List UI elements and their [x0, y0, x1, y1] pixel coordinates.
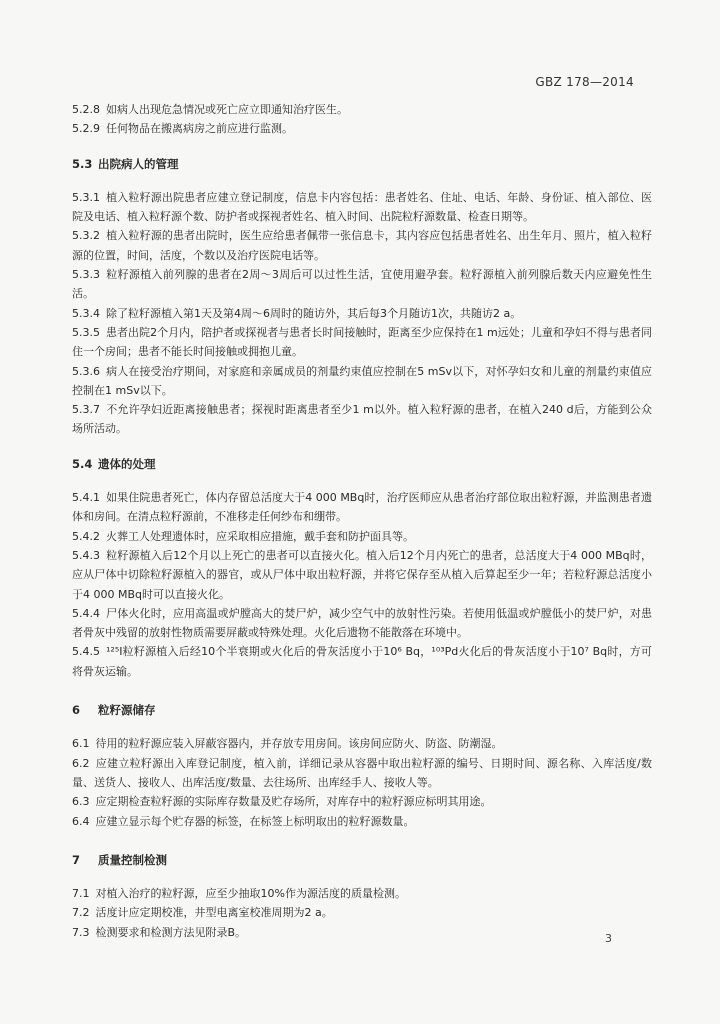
clause-paragraph	[72, 792, 652, 811]
clause-paragraph	[72, 488, 652, 527]
section-title: 质量控制检测	[98, 852, 168, 867]
clause-number: 5.4.5	[72, 645, 100, 659]
section-heading-7	[72, 851, 652, 870]
clause-number: 5.3.4	[72, 306, 100, 320]
clause-paragraph	[72, 100, 652, 119]
section-title: 出院病人的管理	[98, 156, 179, 171]
clause-number: 7.1	[72, 887, 90, 901]
clause-number: 7.3	[72, 925, 90, 939]
clause-paragraph	[72, 884, 652, 903]
clause-paragraph	[72, 188, 652, 227]
clause-number: 6.1	[72, 737, 90, 751]
clause-paragraph	[72, 265, 652, 304]
clause-paragraph	[72, 323, 652, 362]
section-number: 5.4	[72, 456, 93, 471]
clause-number: 5.4.1	[72, 491, 100, 505]
clause-paragraph	[72, 903, 652, 922]
clause-text: 对植入治疗的粒籽源，应至少抽取10%作为源活度的质量检测。	[95, 887, 406, 901]
clause-group-5-4	[72, 488, 652, 681]
clause-text: 待用的粒籽源应装入屏蔽容器内，并存放专用房间。该房间应防火、防盗、防潮湿。	[95, 737, 503, 751]
clause-paragraph	[72, 362, 652, 401]
standard-code: GBZ 178—2014	[535, 75, 634, 89]
clause-number: 6.4	[72, 814, 90, 828]
clause-number: 5.4.2	[72, 529, 100, 543]
section-heading-5-4	[72, 455, 652, 474]
clause-number: 5.2.9	[72, 122, 100, 136]
clause-text: 检测要求和检测方法见附录B。	[95, 925, 247, 939]
clause-paragraph	[72, 734, 652, 753]
clause-text: 粒籽源植入后12个月以上死亡的患者可以直接火化。植入后12个月内死亡的患者，总活度大于4 000 MBq时，应从尸体中切除粒籽源植入的器官，或从尸体中取出粒籽源，并将它保存至从植入后算起至少一年；若粒籽源总活度小于4 000 MBq时可以直接火化。	[72, 548, 652, 601]
clause-group-5-2	[72, 100, 652, 139]
clause-number: 6.2	[72, 756, 90, 770]
clause-text: 任何物品在搬离病房之前应进行监测。	[106, 122, 293, 136]
section-title: 粒籽源储存	[98, 703, 156, 718]
clause-text: 应定期检查粒籽源的实际库存数量及贮存场所，对库存中的粒籽源应标明其用途。	[95, 795, 492, 809]
clause-number: 5.4.4	[72, 606, 100, 620]
clause-paragraph	[72, 604, 652, 643]
clause-paragraph	[72, 546, 652, 604]
clause-paragraph	[72, 923, 652, 942]
clause-text: 不允许孕妇近距离接触患者；探视时距离患者至少1 m以外。植入粒籽源的患者，在植入240 d后，方能到公众场所活动。	[72, 403, 652, 436]
clause-number: 5.3.1	[72, 190, 100, 204]
clause-number: 5.3.6	[72, 364, 100, 378]
clause-group-6	[72, 734, 652, 830]
clause-paragraph	[72, 400, 652, 439]
clause-text: 病人在接受治疗期间，对家庭和亲属成员的剂量约束值应控制在5 mSv以下，对怀孕妇女和儿童的剂量约束值应控制在1 mSv以下。	[72, 364, 652, 397]
clause-text: 火葬工人处理遗体时，应采取相应措施，戴手套和防护面具等。	[106, 529, 414, 543]
clause-number: 7.2	[72, 906, 90, 920]
section-heading-5-3	[72, 155, 652, 174]
clause-number: 5.3.5	[72, 325, 100, 339]
clause-text: 尸体火化时，应用高温或炉膛高大的焚尸炉，减少空气中的放射性污染。若使用低温或炉膛低小的焚尸炉，对患者骨灰中残留的放射性物质需要屏蔽或特殊处理。火化后遗物不能散落在环境中。	[72, 606, 652, 640]
clause-number: 5.3.2	[72, 229, 100, 243]
clause-paragraph	[72, 812, 652, 831]
clause-paragraph	[72, 304, 652, 323]
clause-text: 应建立粒籽源出入库登记制度，植入前，详细记录从容器中取出粒籽源的编号、日期时间、源名称、入库活度/数量、送货人、接收人、出库活度/数量、去往场所、出库经手人、接收人等。	[72, 756, 652, 789]
clause-text: 如病人出现危急情况或死亡应立即通知治疗医生。	[106, 103, 348, 116]
clause-paragraph	[72, 754, 652, 793]
page-body	[72, 100, 652, 942]
clause-text: 除了粒籽源植入第1天及第4周～6周时的随访外，其后每3个月随访1次，共随访2 a。	[106, 306, 522, 320]
clause-text: 活度计应定期校准，井型电离室校准周期为2 a。	[95, 906, 333, 920]
clause-number: 5.3.7	[72, 403, 100, 417]
clause-group-5-3	[72, 188, 652, 439]
clause-text: 如果住院患者死亡，体内存留总活度大于4 000 MBq时，治疗医师应从患者治疗部位取出粒籽源，并监测患者遗体和房间。在清点粒籽源前，不准移走任何纱布和绷带。	[72, 491, 652, 524]
clause-paragraph	[72, 642, 652, 681]
section-number: 6	[72, 703, 81, 718]
clause-number: 5.4.3	[72, 548, 100, 562]
section-title: 遗体的处理	[98, 456, 156, 471]
clause-text: 粒籽源植入前列腺的患者在2周～3周后可以过性生活，宜使用避孕套。粒籽源植入前列腺后数天内应避免性生活。	[72, 268, 652, 301]
clause-text: 植入粒籽源出院患者应建立登记制度，信息卡内容包括：患者姓名、住址、电话、年龄、身份证、植入部位、医院及电话、植入粒籽源个数、防护者或探视者姓名、植入时间、出院粒籽源数量、检查日期等。	[72, 190, 652, 224]
clause-text: ¹²⁵I粒籽源植入后经10个半衰期或火化后的骨灰活度小于10⁶ Bq，¹⁰³Pd火化后的骨灰活度小于10⁷ Bq时，方可将骨灰运输。	[72, 645, 652, 678]
section-number: 5.3	[72, 156, 93, 171]
clause-paragraph	[72, 527, 652, 546]
clause-group-7	[72, 884, 652, 942]
section-heading-6	[72, 701, 652, 720]
clause-text: 应建立显示每个贮存器的标签，在标签上标明取出的粒籽源数量。	[95, 814, 415, 828]
section-number: 7	[72, 852, 81, 867]
clause-paragraph	[72, 119, 652, 138]
clause-text: 植入粒籽源的患者出院时，医生应给患者佩带一张信息卡，其内容应包括患者姓名、出生年月、照片，植入粒籽源的位置，时间，活度，个数以及治疗医院电话等。	[72, 229, 652, 262]
clause-number: 5.3.3	[72, 268, 100, 282]
clause-number: 6.3	[72, 795, 90, 809]
clause-paragraph	[72, 226, 652, 265]
page-number: 3	[605, 932, 612, 945]
clause-number: 5.2.8	[72, 103, 100, 116]
clause-text: 患者出院2个月内，陪护者或探视者与患者长时间接触时，距离至少应保持在1 m远处；儿童和孕妇不得与患者同住一个房间；患者不能长时间接触或拥抱儿童。	[72, 325, 652, 359]
